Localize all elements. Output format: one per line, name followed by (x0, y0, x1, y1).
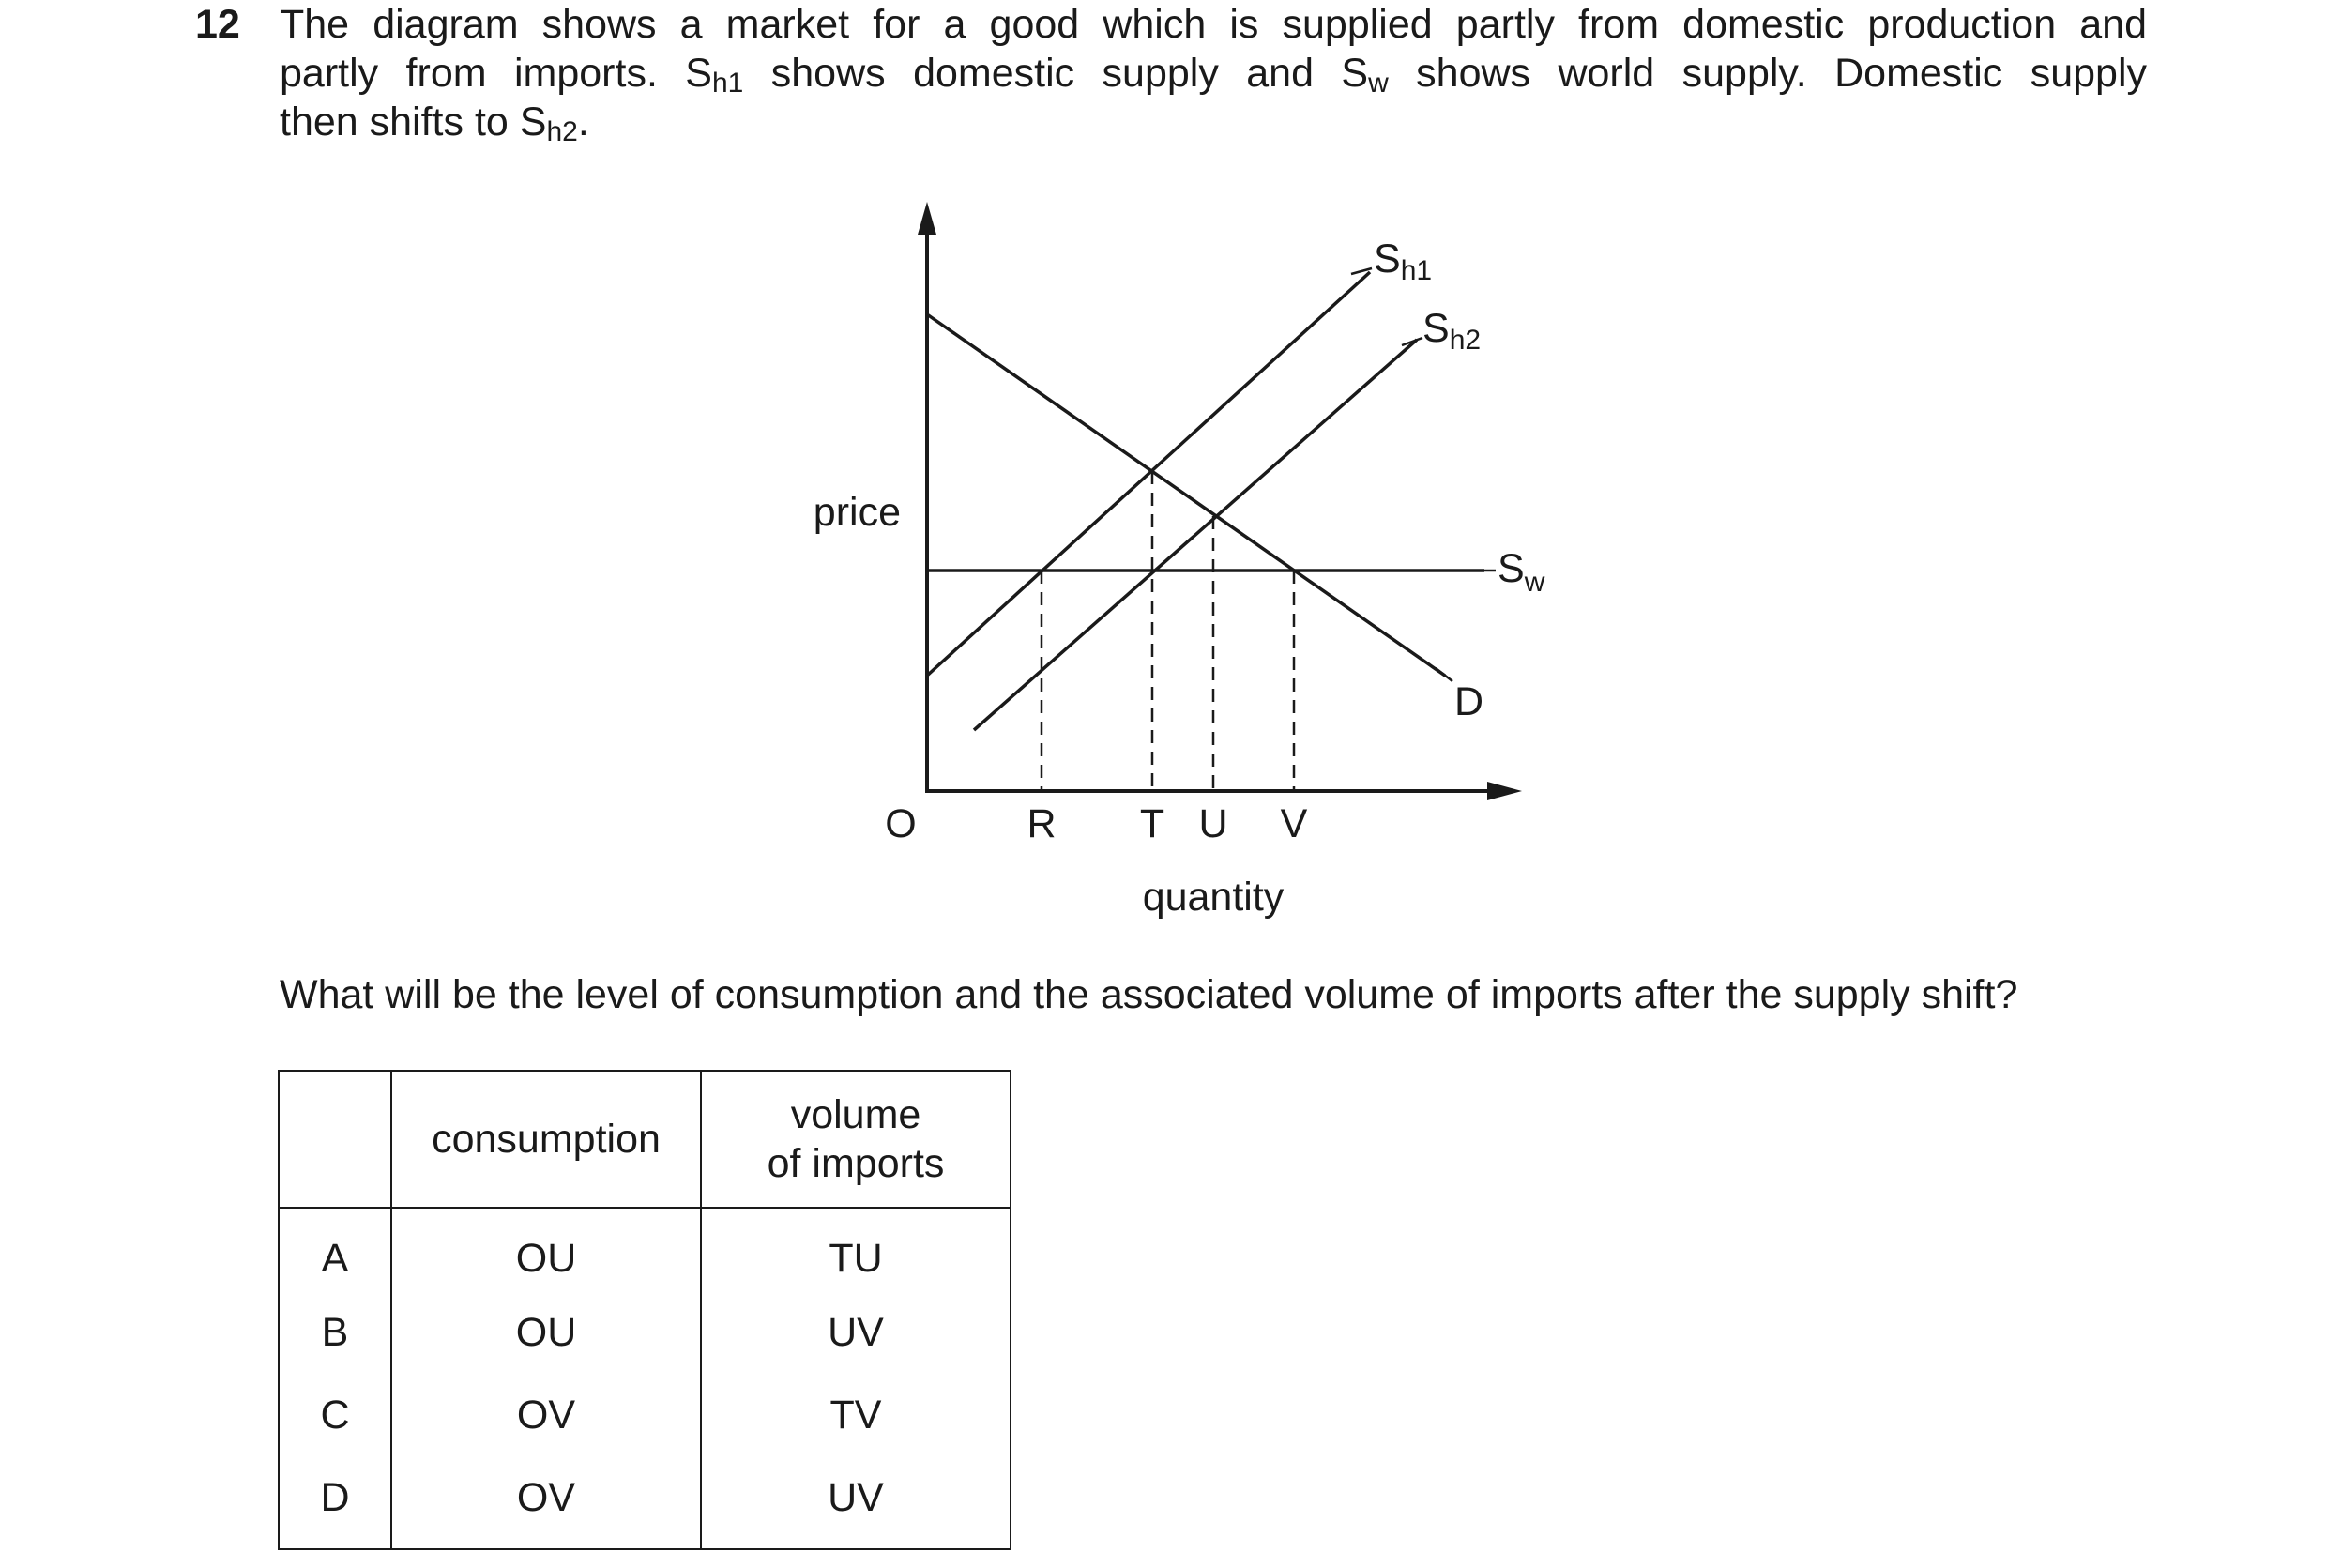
option-row-b[interactable] (279, 1291, 1011, 1374)
option-consumption: OV (391, 1374, 701, 1456)
stem-line-3: then shifts to $S_{h2}$. (280, 99, 589, 147)
option-row-c[interactable] (279, 1374, 1011, 1456)
x-axis-arrow (1487, 782, 1522, 800)
x-marker-r: R (1027, 801, 1057, 846)
option-imports: UV (701, 1456, 1011, 1549)
sh1-label: Sh1 (1374, 236, 1433, 286)
option-imports: UV (701, 1291, 1011, 1374)
options-table (278, 1070, 1011, 1550)
d-label-leader (1436, 668, 1452, 681)
y-axis-arrow (918, 202, 936, 235)
header-imports: volume of imports (701, 1071, 1011, 1208)
option-key: C (279, 1374, 391, 1456)
header-consumption: consumption (391, 1071, 701, 1208)
option-consumption: OU (391, 1291, 701, 1374)
option-key: A (279, 1208, 391, 1291)
question-number: 12 (195, 2, 240, 47)
header-key-cell (279, 1071, 391, 1208)
demand-curve (927, 314, 1445, 676)
demand-label: D (1454, 679, 1484, 724)
sw-label: $S_w$ (1498, 546, 1545, 598)
sh1-curve (927, 272, 1370, 676)
x-marker-t: T (1139, 801, 1165, 846)
option-imports: TU (701, 1208, 1011, 1291)
option-imports: TV (701, 1374, 1011, 1456)
x-marker-u: U (1198, 801, 1228, 846)
sh2-label: Sh2 (1422, 306, 1482, 356)
origin-label: O (885, 801, 917, 846)
option-row-d[interactable] (279, 1456, 1011, 1549)
option-consumption: OV (391, 1456, 701, 1549)
x-marker-v: V (1280, 801, 1308, 846)
x-axis-label: quantity (1142, 875, 1285, 920)
table-header-row (279, 1071, 1011, 1208)
option-row-a[interactable] (279, 1208, 1011, 1291)
option-key: B (279, 1291, 391, 1374)
stem-line-1: The diagram shows a market for a good which is supplied partly from domestic production and (280, 2, 2147, 47)
stem-line-2: partly from imports. $S_{h1}$ shows domestic supply and $S_w$ shows world supply. Domestic supply (280, 51, 2148, 99)
question-prompt: What will be the level of consumption and the associated volume of imports after the supply shift? (280, 972, 2018, 1017)
option-consumption: OU (391, 1208, 701, 1291)
sh2-curve (974, 340, 1417, 730)
y-axis-label: price (813, 490, 901, 535)
option-key: D (279, 1456, 391, 1549)
